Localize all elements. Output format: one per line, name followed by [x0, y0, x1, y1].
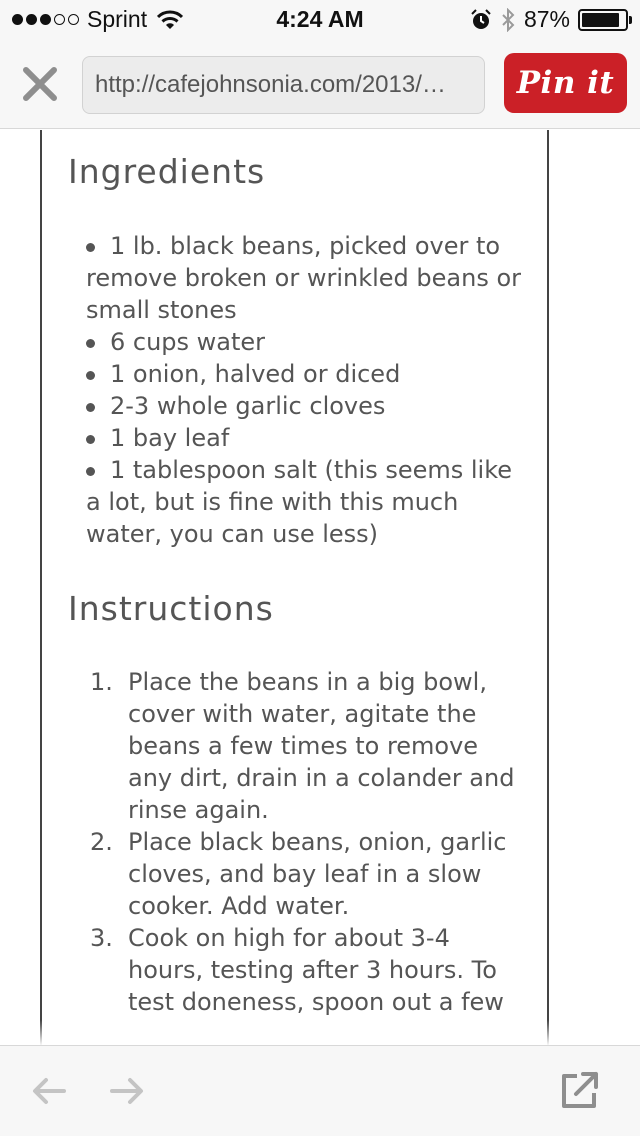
- share-icon[interactable]: [560, 1070, 600, 1110]
- ingredient-item: 2-3 whole garlic cloves: [86, 390, 526, 422]
- instructions-heading: Instructions: [68, 589, 274, 628]
- battery-fill: [582, 13, 619, 27]
- battery-icon: [578, 9, 628, 31]
- ingredient-item: 1 lb. black beans, picked over to remove broken or wrinkled beans or small stones: [86, 230, 526, 326]
- step-text: Place black beans, onion, garlic cloves, and bay leaf in a slow cooker. Add water.: [128, 828, 507, 920]
- ingredients-heading: Ingredients: [68, 152, 266, 191]
- alarm-icon: [470, 9, 492, 31]
- instruction-item: [90, 922, 520, 1018]
- web-content[interactable]: [0, 130, 640, 1045]
- recipe-card: [40, 130, 549, 1045]
- back-arrow-icon[interactable]: [30, 1072, 68, 1110]
- ingredient-item: 1 tablespoon salt (this seems like a lot, but is fine with this much water, you can use less): [86, 454, 526, 550]
- status-bar: [0, 0, 640, 40]
- status-time: 4:24 AM: [276, 6, 364, 32]
- content-fade: [0, 1020, 640, 1045]
- ingredient-item: 6 cups water: [86, 326, 526, 358]
- instructions-list: [90, 666, 520, 1018]
- step-number: 1.: [90, 668, 113, 696]
- step-text: Place the beans in a big bowl, cover with water, agitate the beans a few times to remove any dirt, drain in a colander and rinse again.: [128, 668, 515, 824]
- bluetooth-icon: [500, 8, 516, 32]
- browser-toolbar: [0, 1045, 640, 1136]
- close-icon[interactable]: [20, 64, 60, 104]
- browser-nav-bar: [0, 40, 640, 129]
- step-number: 2.: [90, 828, 113, 856]
- url-text: http://cafejohnsonia.com/2013/…: [95, 71, 446, 98]
- instruction-item: [90, 666, 520, 826]
- ingredient-item: 1 onion, halved or diced: [86, 358, 526, 390]
- status-right: [470, 6, 628, 33]
- ingredient-item: 1 bay leaf: [86, 422, 526, 454]
- step-text: Cook on high for about 3-4 hours, testing after 3 hours. To test doneness, spoon out a few: [128, 924, 504, 1016]
- carrier-name: Sprint: [87, 6, 148, 32]
- pin-it-button[interactable]: Pin it: [504, 53, 627, 113]
- step-number: 3.: [90, 924, 113, 952]
- battery-percent: 87%: [523, 6, 570, 32]
- instruction-item: [90, 826, 520, 922]
- ingredients-list: [86, 230, 526, 550]
- url-field[interactable]: [82, 56, 485, 114]
- forward-arrow-icon[interactable]: [108, 1072, 146, 1110]
